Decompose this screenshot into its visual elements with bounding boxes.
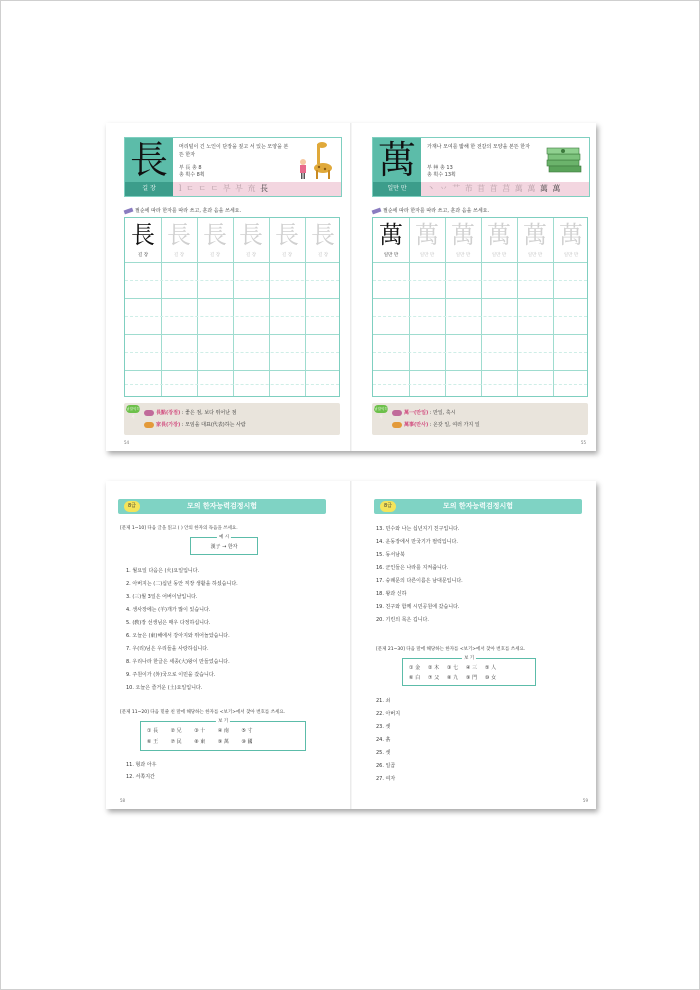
choices-box: 보 기 ① 金 ② 木 ③ 七 ④ 三 ⑤ 人 ⑥ 白 ⑦ 父 ⑧ 九 ⑨ 門 ⑩ 女	[402, 658, 536, 686]
cell-label: 길 장	[209, 253, 221, 258]
question: 14. 운동장에서 만국기가 펄럭입니다.	[376, 539, 458, 545]
grid-row-line	[373, 370, 587, 371]
hanja-description: 머리털이 긴 노인이 단장을 짚고 서 있는 모양을 본뜬 한자	[179, 144, 289, 158]
trace-hanja: 長	[239, 221, 263, 249]
char-header-box	[124, 137, 342, 197]
question: 21. 쇠	[376, 698, 391, 704]
page-55	[352, 123, 596, 451]
radical-info: 부 長 총 8	[179, 165, 202, 171]
vocab-line: 萬一(만일) : 만일, 혹시	[392, 409, 456, 416]
question: 12. 서쪽지간	[126, 774, 155, 780]
question: 3. (三)월 3일은 어버이날입니다.	[126, 594, 198, 600]
cell-label: 길 장	[137, 253, 149, 258]
grid-row-line	[373, 352, 587, 353]
hanja-info	[427, 165, 456, 179]
question: 8. 우리나라 한글은 세종(大)왕이 만들었습니다.	[126, 659, 230, 665]
grid-row-line	[125, 384, 339, 385]
question: 16. 군인들은 나라를 지켜줍니다.	[376, 565, 449, 571]
question: 23. 셋	[376, 724, 391, 730]
page-54	[106, 123, 350, 451]
writing-practice-grid	[372, 217, 588, 397]
stroke-order-strip: 丶 丷 艹 芇 苜 苜 莒 萬 萬 萬 萬	[421, 182, 589, 196]
vocabulary-box	[372, 403, 588, 435]
question: 19. 친구와 함께 시민공원에 갔습니다.	[376, 604, 460, 610]
trace-hanja: 長	[167, 221, 191, 249]
trace-hanja: 萬	[415, 221, 439, 249]
choices-box: 보 기 ① 長 ② 兄 ③ 十 ④ 南 ⑤ 寸 ⑥ 王 ⑦ 民 ⑧ 東 ⑨ 萬 ⑩ 國	[140, 721, 306, 751]
question: 17. 숭례문의 다른이름은 남대문입니다.	[376, 578, 463, 584]
page-number: 54	[124, 440, 130, 445]
cell-label: 일만 만	[383, 253, 399, 258]
question: 18. 왕과 신하	[376, 591, 407, 597]
question: 6. 오늘은 (東)해에서 강아지와 뛰어놀았습니다.	[126, 633, 230, 639]
grid-row-line	[125, 334, 339, 335]
page-number: 55	[580, 440, 586, 445]
flower-icon	[392, 422, 402, 428]
money-stack-illustration	[543, 140, 583, 180]
hanja-meaning: 길 장	[125, 182, 173, 196]
trace-hanja: 萬	[487, 221, 511, 249]
example-text: 漢子 → 한자	[210, 544, 238, 550]
question: 22. 아버지	[376, 711, 401, 717]
vocab-badge: 낱말익히기	[126, 407, 140, 419]
cell-label: 일만 만	[419, 253, 435, 258]
cell-label: 길 장	[317, 253, 329, 258]
question-instruction: [문제 21~30] 다음 말에 해당하는 한자를 <보기>에서 찾아 번호를 쓰세요.	[376, 647, 526, 652]
grid-row-line	[125, 370, 339, 371]
grid-row-line	[125, 352, 339, 353]
vocab-line: 長點(장점) : 좋은 점, 보다 뛰어난 점	[144, 409, 237, 416]
cell-label: 일만 만	[491, 253, 507, 258]
test-banner	[374, 499, 582, 514]
level-badge: 8급	[124, 501, 140, 512]
trace-hanja: 長	[311, 221, 335, 249]
question: 26. 일곱	[376, 763, 396, 769]
question-instruction: [문제 1~10] 다음 글을 읽고 ( ) 안의 한자의 독음을 쓰세요.	[120, 526, 238, 531]
char-header-box	[372, 137, 590, 197]
stroke-count: 총 획수 8획	[179, 172, 205, 178]
page-number: 58	[120, 798, 126, 803]
grid-row-line	[373, 384, 587, 385]
vocab-badge: 낱말익히기	[374, 407, 388, 419]
cell-label: 일만 만	[527, 253, 543, 258]
flower-icon	[392, 410, 402, 416]
workbook-spread-bottom	[106, 481, 596, 809]
test-banner	[118, 499, 326, 514]
level-badge: 8급	[380, 501, 396, 512]
instruction: 필순에 따라 한자를 따라 쓰고, 훈과 음을 쓰세요.	[372, 207, 489, 214]
hanja-description: 가재나 모여를 밟해 한 전갈의 모양을 본뜬 한자	[427, 144, 530, 150]
grid-row-line	[125, 262, 339, 263]
flower-icon	[144, 422, 154, 428]
example-box: 예 시 漢子 → 한자	[190, 537, 258, 555]
grid-row-line	[373, 316, 587, 317]
giraffe-illustration	[295, 140, 335, 180]
vocab-line: 家長(가장) : 모임을 대표(代表)하는 사람	[144, 421, 246, 428]
stroke-count: 총 획수 13획	[427, 172, 456, 178]
stroke-order-strip: l ㄷ ㄷ ㄷ 부 부 㐬 長	[173, 182, 341, 196]
cell-label: 일만 만	[563, 253, 579, 258]
workbook-spread-top	[106, 123, 596, 451]
writing-practice-grid	[124, 217, 340, 397]
question: 13. 민수와 나는 십년지기 친구입니다.	[376, 526, 460, 532]
choices-row: ⑥ 王 ⑦ 民 ⑧ 東 ⑨ 萬 ⑩ 國	[147, 739, 253, 745]
cell-label: 일만 만	[455, 253, 471, 258]
question: 10. 오늘은 즐거운 (土)요일입니다.	[126, 685, 203, 691]
main-hanja: 長	[125, 138, 173, 182]
question: 9. 주원이가 (外)국으로 이민을 갔습니다.	[126, 672, 216, 678]
page-59	[352, 481, 596, 809]
question: 5. (敎)장 선생님은 매우 다정하십니다.	[126, 620, 211, 626]
question: 15. 동서남북	[376, 552, 405, 558]
page-number: 59	[582, 798, 588, 803]
cell-label: 길 장	[245, 253, 257, 258]
cell-label: 길 장	[173, 253, 185, 258]
question: 24. 흙	[376, 737, 391, 743]
question: 4. 생사장에는 (羊)개가 많이 있습니다.	[126, 607, 211, 613]
pencil-icon	[124, 207, 134, 214]
question: 2. 아버지는 (二)십년 동안 직장 생활을 하셨습니다.	[126, 581, 238, 587]
grid-row-line	[373, 298, 587, 299]
question: 25. 셋	[376, 750, 391, 756]
model-hanja: 長	[131, 221, 155, 249]
trace-hanja: 萬	[523, 221, 547, 249]
grid-row-line	[373, 262, 587, 263]
flower-icon	[144, 410, 154, 416]
grid-row-line	[373, 334, 587, 335]
question: 7. 우(리)님은 우리들을 사랑하십니다.	[126, 646, 209, 652]
question: 1. 월요일 다음은 (火)요일입니다.	[126, 568, 200, 574]
question: 11. 형과 아우	[126, 762, 157, 768]
vocabulary-box	[124, 403, 340, 435]
hanja-meaning: 일만 만	[373, 182, 421, 196]
grid-row-line	[125, 280, 339, 281]
trace-hanja: 萬	[559, 221, 583, 249]
main-hanja: 萬	[373, 138, 421, 182]
vocab-line: 萬事(만사) : 온갖 일, 여러 가지 일	[392, 421, 480, 428]
choices-row: ① 長 ② 兄 ③ 十 ④ 南 ⑤ 寸	[147, 728, 253, 734]
trace-hanja: 長	[275, 221, 299, 249]
instruction: 필순에 따라 한자를 따라 쓰고, 훈과 음을 쓰세요.	[124, 207, 241, 214]
trace-hanja: 萬	[451, 221, 475, 249]
question: 20. 기린의 목은 깁니다.	[376, 617, 429, 623]
model-hanja: 萬	[379, 221, 403, 249]
question-instruction: [문제 11~20] 다음 밑줄 친 말에 해당하는 한자를 <보기>에서 찾아 번호를 쓰세요.	[120, 710, 286, 715]
test-title: 모의 한자능력검정시험	[186, 502, 258, 510]
pencil-icon	[372, 207, 382, 214]
choices-row: ⑥ 白 ⑦ 父 ⑧ 九 ⑨ 門 ⑩ 女	[409, 675, 497, 681]
trace-hanja: 長	[203, 221, 227, 249]
radical-info: 부 艸 총 13	[427, 165, 453, 171]
question: 27. 여자	[376, 776, 396, 782]
hanja-info	[179, 165, 205, 179]
cell-label: 길 장	[281, 253, 293, 258]
page-58	[106, 481, 350, 809]
grid-row-line	[373, 280, 587, 281]
grid-row-line	[125, 298, 339, 299]
choices-row: ① 金 ② 木 ③ 七 ④ 三 ⑤ 人	[409, 665, 497, 671]
test-title: 모의 한자능력검정시험	[442, 502, 514, 510]
grid-row-line	[125, 316, 339, 317]
